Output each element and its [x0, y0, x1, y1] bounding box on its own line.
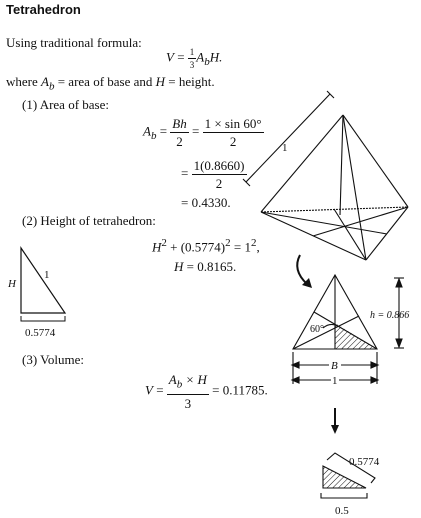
base-one-label: 1 [332, 375, 338, 387]
down-arrow-icon [331, 408, 339, 434]
step3-eq: V = $\frac{A_b \times H}{3}$ = 0.11785. [145, 372, 268, 411]
where-line: where $A_b$ = area of base and H = height. [6, 74, 215, 93]
tetrahedron-figure [243, 91, 408, 260]
small-tri-hyp-label: 1 [44, 269, 50, 281]
curved-arrow-icon [297, 255, 312, 288]
step3-label: (3) Volume: [22, 352, 84, 367]
step1-label: (1) Area of base: [22, 97, 109, 112]
height-right-triangle [7, 248, 65, 339]
tetra-edge-label: 1 [282, 142, 288, 154]
page-title: Tetrahedron [6, 2, 81, 17]
main-formula: V = $\frac{1}{3}$ $A_bH$. [166, 47, 223, 70]
base-triangle-figure [292, 275, 404, 384]
step2-eq2: H = 0.8165. [174, 259, 237, 274]
step1-result: = 0.4330. [181, 195, 231, 210]
base-B-label: B [331, 360, 338, 372]
small-tri-base-label: 0.5774 [25, 327, 56, 339]
step1-eq2: = $\frac{1(0.8660)}{2}$ [181, 158, 245, 191]
shade-top-label: 0.5774 [349, 456, 380, 468]
intro-text: Using traditional formula: [6, 35, 142, 50]
step1-eq1: $A_b$ = $\frac{Bh}{2}$ = $\frac{1 \times \sin 60^\circ}{2}$ [143, 116, 262, 149]
base-height-label: h = 0.866 [370, 310, 410, 321]
base-angle-label: 60° [310, 324, 324, 335]
shade-bottom-label: 0.5 [335, 505, 349, 517]
step2-label: (2) Height of tetrahedron: [22, 213, 156, 228]
small-tri-H-label: H [8, 278, 16, 290]
step2-eq1: $H^2 + (0.5774)^2 = 1^2$, [152, 237, 260, 255]
